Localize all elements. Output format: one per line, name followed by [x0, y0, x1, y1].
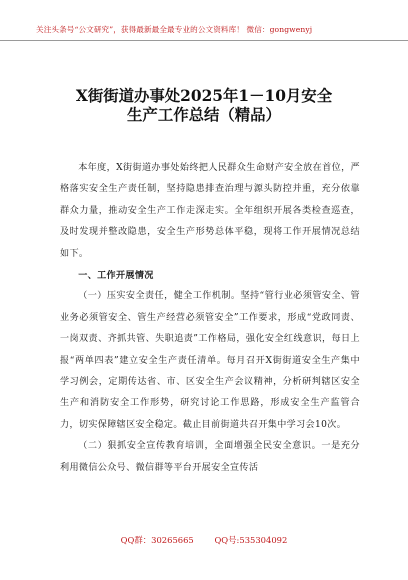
footer-qq-number: QQ号:535304092	[214, 535, 288, 545]
document-title-line-2: 生产工作总结（精品）	[127, 106, 281, 124]
header-banner-text: 关注头条号“公文研究”，获得最新最全最专业的公文资料库！ 微信：gongwenyj	[36, 25, 313, 34]
intro-paragraph: 本年度，X街街道办事处始终把人民群众生命财产安全放在首位，严格落实安全生产责任制，坚持隐患排查治理与源头防控并重，充分依靠群众力量，推动安全生产工作走深走实。全年组织开展各类检查巡查，及时发现并整改隐患，安全生产形势总体平稳，现将工作开展情况总结如下。	[60, 163, 360, 259]
footer-contact	[0, 534, 408, 546]
header-banner	[0, 0, 408, 41]
document-title-line-1: X街街道办事处2025年1－10月安全	[75, 87, 333, 105]
body-paragraph: （二）狠抓安全宣传教育培训，全面增强全民安全意识。一是充分利用微信公众号、微信群等平台开展安全宣传活	[60, 441, 360, 473]
footer-qq-group: QQ群：30265665	[120, 535, 194, 545]
document-body	[60, 158, 360, 479]
section-heading: 一、工作开展情况	[78, 270, 154, 282]
body-paragraph: （一）压实安全责任，健全工作机制。坚持“管行业必须管安全、管业务必须管安全、管生产经营必须管安全”工作要求，形成“党政同责、一岗双责、齐抓共管、失职追责”工作格局，强化安全红线意识，每日上报“两单四表”建立安全生产责任清单。每月召开X街街道安全生产集中学习例会，定期传达省、市、区安全生产会议精神，分析研判辖区安全生产和消防安全工作形势，研究讨论工作思路，形成安全生产监管合力，切实保障辖区安全稳定。截止目前街道共召开集中学习会10次。	[60, 291, 360, 430]
